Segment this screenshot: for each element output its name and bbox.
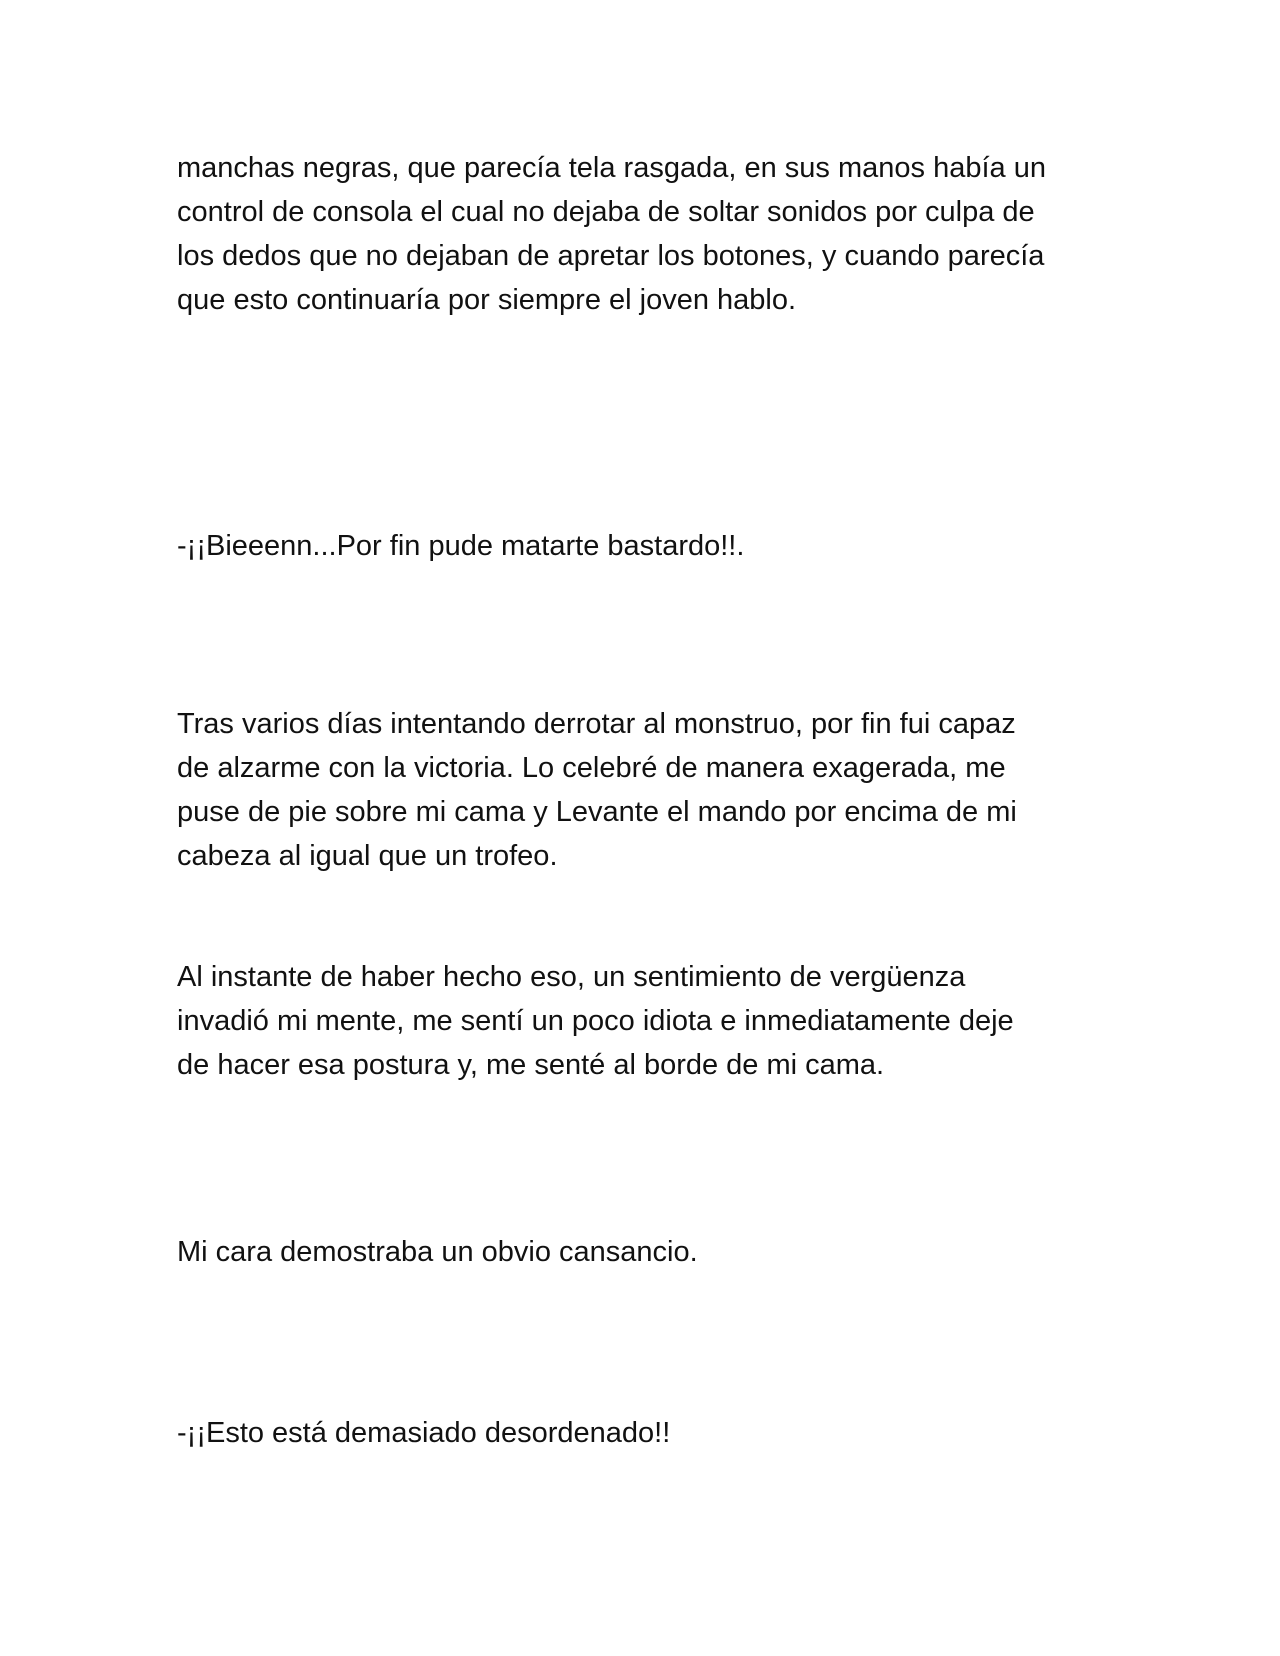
text-line: Mi cara demostraba un obvio cansancio. — [177, 1236, 698, 1268]
paragraph-description — [177, 146, 1097, 322]
text-line: de alzarme con la victoria. Lo celebré de manera exagerada, me — [177, 752, 1006, 784]
text-line: puse de pie sobre mi cama y Levante el mando por encima de mi — [177, 796, 1017, 828]
paragraph-dialogue-victory — [177, 524, 1097, 568]
text-line: cabeza al igual que un trofeo. — [177, 840, 558, 872]
text-line: que esto continuaría por siempre el joven hablo. — [177, 284, 797, 316]
paragraph-tiredness — [177, 1230, 1097, 1274]
text-line: -¡¡Esto está demasiado desordenado!! — [177, 1417, 671, 1449]
text-line: control de consola el cual no dejaba de soltar sonidos por culpa de — [177, 196, 1035, 228]
text-line: Tras varios días intentando derrotar al monstruo, por fin fui capaz — [177, 708, 1016, 740]
text-line: -¡¡Bieeenn...Por fin pude matarte bastardo!!. — [177, 530, 745, 562]
text-line: Al instante de haber hecho eso, un sentimiento de vergüenza — [177, 961, 966, 993]
paragraph-dialogue-messy — [177, 1411, 1097, 1455]
text-line: de hacer esa postura y, me senté al borde de mi cama. — [177, 1049, 885, 1081]
paragraph-celebration — [177, 702, 1097, 878]
text-line: los dedos que no dejaban de apretar los botones, y cuando parecía — [177, 240, 1045, 272]
text-line: manchas negras, que parecía tela rasgada, en sus manos había un — [177, 152, 1046, 184]
paragraph-embarrassment — [177, 955, 1097, 1087]
text-line: invadió mi mente, me sentí un poco idiota e inmediatamente deje — [177, 1005, 1014, 1037]
